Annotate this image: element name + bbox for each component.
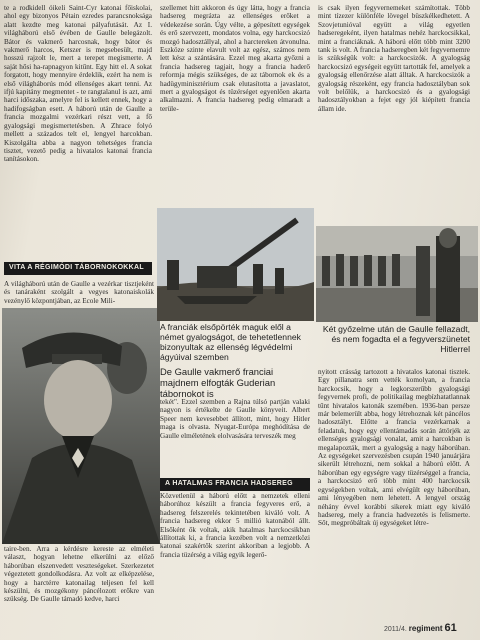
page-footer	[384, 622, 457, 634]
paragraph: taire-ben. Arra a kérdésre kereste az elméleti választ, hogyan lehetne elkerülni az előző háborúban elszenvedett veszteségeket. Szerkezetet végeztetett gondolkodásra. Az volt az elképzelése, hogy a harctérre katonailag teljesen fel kell készülni, és mozgékony páncélozott erőkre van szükség. De Gaulle támadó kedve, harci	[4, 545, 154, 604]
paragraph: tekét". Ezzel szemben a Rajna túlsó partján valaki nagyon is értékelte de Gaulle könyveit. Albert Speer nem kevesebbet állított, mint, hogy Hitler maga is olvasta. Nyugat-Európa meghódítása de Gaulle elméletének elolvasására terveszék meg	[160, 398, 310, 440]
column1-mid-text	[4, 280, 154, 306]
magazine-name: regiment	[408, 624, 443, 633]
cannon-photo-caption: A franciák elsőpörték maguk elől a német gyalogságot, de tehetetlennek bizonyultak az ellenség légvédelmi ágyúival szemben	[160, 322, 301, 362]
column1-top-text	[4, 4, 152, 254]
page-number: 61	[444, 622, 457, 634]
anti-aircraft-gun-photo	[157, 208, 314, 321]
pull-quote: De Gaulle vakmerő franciai majdnem elfogták Guderian tábornokot is	[160, 366, 276, 399]
column2-mid-text	[160, 398, 310, 478]
paragraph: szellemet hitt akkoron és úgy látta, hogy a francia hadsereg megrázta az ellenséges erőket a védekezése során. Úgy vélte, a gépesített egységek és erő szervezett, mondatos volna, egy harckocsizó mozgó hadosztállyal, ahol a harctereken átvonulna. Eszköze szinte elavult volt az egész, számos nem lett kész a szántására. Ezzel meg akarta győzni a francia hadsereg tagjait, hogy a francia haderő reformja mégis szükséges, de az tábornok ek és a hadügyminisztérium csak elutasította a javaslatot, mert a gyalogságot és tüzérséget egyenlően akarta alkalmazni. A francia hadsereg pedig elmaradt a terüle-	[160, 4, 310, 113]
paragraph: nyitott crásság tartozott a hivatalos katonai tisztek. Egy pillanatra sem vették komolyan, a francia harckocsik, hogy a legkorszerűbb gyalogsági fegyvernek profi, de politikailag megbízhatatlannak tűnt hivatalos katonák szemében. 1936-ban persze már belemerült abba, hogy létrehoznak két páncélos hadosztályt. Előtte a francia vezérkarnak a feladatuk, hogy egy ellentámadás során áttörjék az ellenséges gyalogsági vonalat, amit a harcokban is megalapozták, mert a gyalogság a nagy háborúban. Az egységeket szervezésben csupán 1940 januárjára sikerült létrehozni, nem sokkal a háború előtt. A háborúban egy egységre vagy tüzérséggel a francia, a harckocsizó erő több mint 400 harckocsik egységekben voltak, ami elvégült egy háborúban, ami lényegében nem lehetett. A lengyel ország néhány évvel korábbi sikerek miatt egy kiváló hadsereg, mely a francia hadvezetés is felismerte. Sőt, megpróbáltak új egységeket létre-	[318, 368, 470, 528]
parade-photo-caption: Két győzelme után de Gaulle fellazadt, és nem fogadta el a fegyverszünetet Hitlerrel	[322, 324, 470, 354]
paragraph: Közvetlenül a háború előtt a nemzetek elleni háborúhoz készült a francia fegyveres erő, a hadsereg felszerelés tekintetében kiváló volt. A francia hadsereg ekkor 5 millió katonából állt. Elsőként ők voltak, akik hatalmas harckocsikban állítottak ki, a francia kezében volt a nemzetközi katonai szakértők szerint akkoriban a legjobb. A francia tüzérség a világ egyik legerő-	[160, 492, 310, 559]
section-heading-debate: VITA A RÉGIMÓDI TÁBORNOKOKKAL	[4, 262, 152, 275]
paragraph: is csak ilyen fegyvernemeket számítottak. Több mint tízezer különféle lövegel büszkélkedhetett. A Szovjetunióval együtt a világ egyetlen hadseregeként, ilyen hatalmas nehéz harckocsikkal, mint a franciáknak. A háború előtt több mint 3200 tank is volt. A francia hadseregben két fegyvernemre is szükségük volt: a harckocsizók. A gyalogság harckocsizó egységeit együtt tartották fel, amelyek a gyalogság ellenőrzése alatt álltak. A harckocsizók a gyalogság részeként, egy francia hadosztályban sok volt belőlük, a harckocsizó és a gyalogsági hadosztályokban a fejet egy jól kiépített francia állam ide.	[318, 4, 470, 113]
paragraph: te a rodkidell óikeli Saint-Cyr katonai főiskolai, ahol egy bizonyos Pétain ezredes parancsnoksága alatt kezdte meg katonai pályafutását. Az I. világháború első évében de Gaulle belegázolt. Bátor és vakmerő harcosnak, hogy bátor és vakmerő harcos, Ketszer is megsebesült, majd hosszú rajzolt le, mert a terepet megismerte. A saját hősi ha-rapnagyon kitűnt. Egy hitt el. A sokat forgatott, hogy mennyire érdeklik, ezért ha nem is első világháborús mód ellenséges akart tenni. Az ifjú kapitány megmentet - te rangtalanul is azt, ami harci időszaka, amelyre fel is kellett ennek, hogy a hadifogságban esett. A háború után de Gaulle a francia mozgalmi vezérkari részt vett, a fő gyalogsági megismertetésben. A Zhrace folyó mellett a százados telt el, lengyel harcokban. Kiszolgálta abba a nagyon tehetséges francia tisztet, vezető pedig a hivatalos katonai francia tanításokon.	[4, 4, 152, 164]
paragraph: A világháború után de Gaulle a vezérkar tisztjeként és tanáraként szolgált a vegyes katonaiskolák vezénylő központjában, az Ecole Mili-	[4, 280, 154, 305]
general-portrait-photo	[2, 308, 160, 544]
issue-number: 2011/4.	[384, 626, 407, 633]
column2-bottom-text	[160, 492, 310, 632]
column3-top-text	[318, 4, 470, 226]
de-gaulle-parade-photo	[316, 226, 478, 322]
column2-top-text	[160, 4, 310, 204]
column3-bottom-text	[318, 368, 470, 618]
column1-bottom-text	[4, 545, 154, 637]
section-heading-french-army: A HATALMAS FRANCIA HADSEREG	[160, 478, 310, 491]
